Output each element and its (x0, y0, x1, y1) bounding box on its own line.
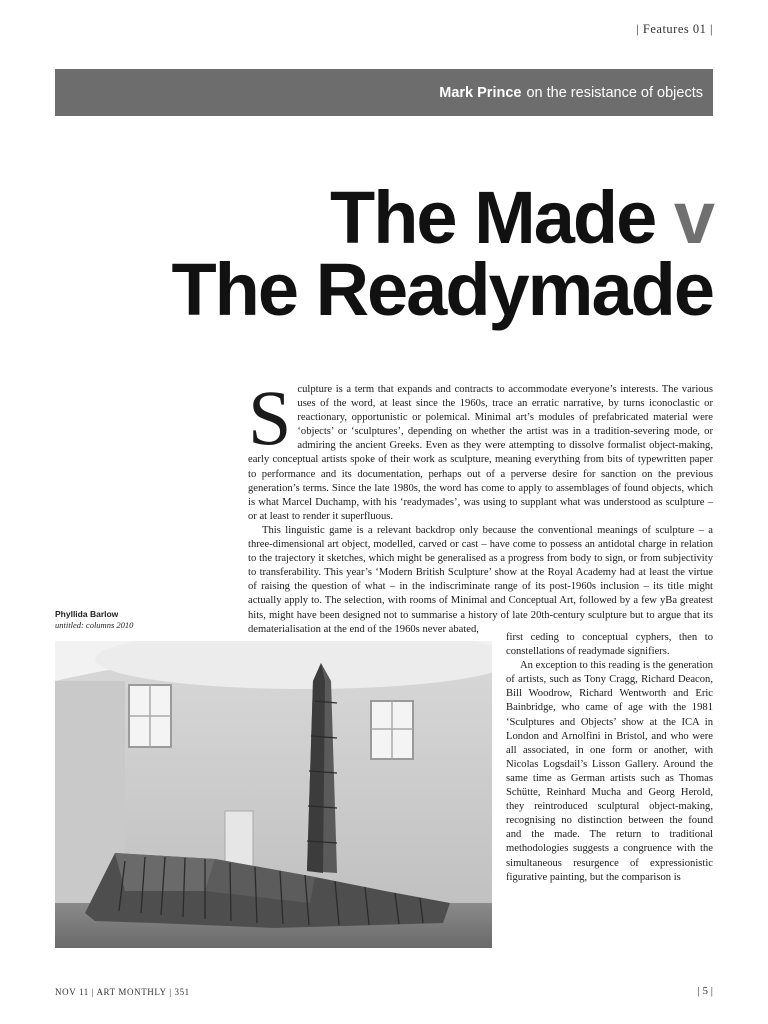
headline-made: The Made (330, 176, 656, 259)
paragraph-2: This linguistic game is a relevant backdrop only because the conventional meanings of sculpture – a three-dimensional art object, modelled, carved or cast – have come to possess an antidotal charge in relation to the trajectory it sketches, which might be generalised as a progress from body to sign, or from subjectivity to transferability. This year’s ‘Modern British Sculpture’ show at the Royal Academy had at least the virtue of raising the question of what – in the indiscriminate range of its post-1960s inclusion – its title might actually apply to. The selection, with rooms of Minimal and Conceptual Art, followed by a few yBa greatest hits, might have been designed not to summarise a history of late 20th-century sculpture but to argue that its dematerialisation at the end of the 1960s never abated, (248, 524, 713, 635)
caption-artist: Phyllida Barlow (55, 609, 119, 619)
article-headline (171, 176, 713, 331)
article-body (248, 374, 713, 637)
footer-issue-info: NOV 11 | ART MONTHLY | 351 (55, 987, 190, 997)
headline-line-1 (171, 176, 713, 259)
gallery-photo-illustration (55, 641, 492, 948)
banner-subtitle: on the resistance of objects (526, 84, 703, 101)
headline-versus: v (673, 176, 713, 259)
sculpture-photo (55, 641, 492, 948)
author-name: Mark Prince (439, 84, 522, 101)
section-tag: | Features 01 | (636, 22, 713, 36)
drop-cap: S (248, 374, 292, 461)
author-banner (55, 69, 713, 116)
article-right-column (506, 631, 713, 885)
page-number: | 5 | (697, 985, 713, 997)
paragraph-1 (248, 374, 713, 524)
paragraph-3: An exception to this reading is the generation of artists, such as Tony Cragg, Richard Deacon, Bill Woodrow, Richard Wentworth and Eric Bainbridge, who came of age with the 1981 ‘Sculptures and Objects’ show at the ICA in London and Arnolfini in Bristol, and who were all associated, in one form or another, with Nicolas Logsdail’s Lisson Gallery. Around the same time as German artists such as Thomas Schütte, Reinhard Mucha and Georg Herold, they reintroduced sculptural object-making, recognising no distinction between the found and the made. The return to traditional methodologies suggests a congruence with the simultaneous resurgence of expressionistic figurative painting, but the comparison is (506, 660, 713, 883)
caption-work: untitled: columns 2010 (55, 620, 134, 630)
photo-caption (55, 609, 133, 631)
paragraph-1-text: culpture is a term that expands and contracts to accommodate everyone’s interests. The various uses of the word, at least since the 1960s, trace an erratic narrative, by turns iconoclastic or reactionary, opportunistic or polemical. Minimal art’s modules of prefabricated material were ‘objects’ or ‘sculptures’, depending on whether the artist was in a tradition-severing mode, or admiring the ancient Greeks. Even as they were attempting to dissolve formalist object-making, early conceptual artists spoke of their work as sculpture, meaning everything from bits of typewritten paper to performance and its documentation, perhaps out of a perverse desire for sanction on the previous generation’s terms. Since the late 1980s, the word has come to apply to assemblages of found objects, which is what Marcel Duchamp, with his ‘readymades’, was using to supplant what was understood as sculpture – or at least to render it superfluous. (248, 384, 713, 522)
paragraph-2-continued: first ceding to conceptual cyphers, then to constellations of readymade signifiers. (506, 632, 713, 658)
headline-line-2: The Readymade (171, 248, 713, 331)
